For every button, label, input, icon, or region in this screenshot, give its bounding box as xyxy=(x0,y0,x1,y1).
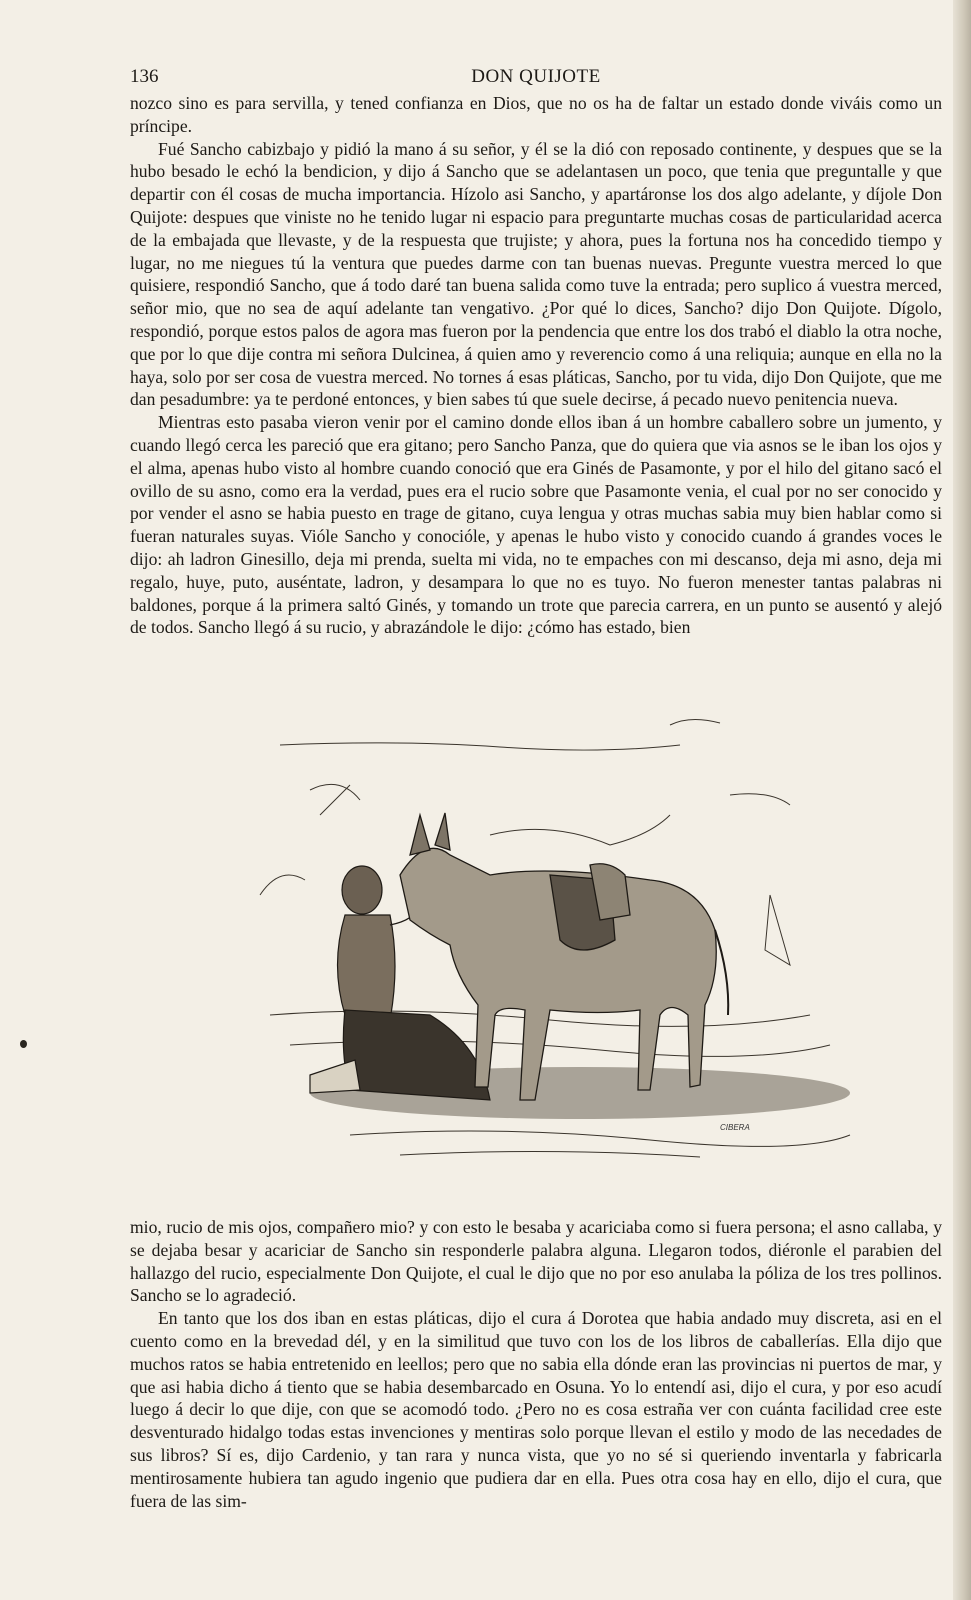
ink-spot xyxy=(20,1040,27,1048)
text-block-top xyxy=(130,92,942,639)
running-title: DON QUIJOTE xyxy=(471,66,601,87)
text-block-bottom xyxy=(130,1216,942,1512)
paragraph: Fué Sancho cabizbajo y pidió la mano á su señor, y él se la dió con reposado continente, y despues que se la hubo besado le echó la bendicion, y dijo á Sancho que se adelantasen un poco, que tenia que preguntalle y que departir con él cosas de mucha importancia. Hízolo asi Sancho, y apartáronse los dos algo adelante, y díjole Don Quijote: despues que viniste no he tenido lugar ni espacio para preguntarte muchas cosas de particularidad acerca de la embajada que llevaste, y de la respuesta que trujiste; y ahora, pues la fortuna nos ha concedido tiempo y lugar, no me niegues tú la ventura que puedes darme con tan buenas nuevas. Pregunte vuestra merced lo que quisiere, respondió Sancho, que á todo daré tan buena salida como tuve la entrada; pero suplico á vuestra merced, señor mio, que no sea de aquí adelante tan vengativo. ¿Por qué lo dices, Sancho? dijo Don Quijote. Dígolo, respondió, porque estos palos de agora mas fueron por la pendencia que entre los dos trabó el diablo la otra noche, que por lo que dije contra mi señora Dulcinea, á quien amo y reverencio como á una reliquia; aunque en ella no la haya, solo por ser cosa de vuestra merced. No tornes á esas pláticas, Sancho, por tu vida, dijo Don Quijote, que me dan pesadumbre: ya te perdoné entonces, y bien sabes tú que suele decirse, á pecado nuevo penitencia nueva. xyxy=(130,138,942,410)
page-number: 136 xyxy=(130,66,159,87)
paragraph: mio, rucio de mis ojos, compañero mio? y con esto le besaba y acariciaba como si fuera persona; el asno callaba, y se dejaba besar y acariciar de Sancho sin responderle palabra alguna. Llegaron todos, diéronle el parabien del hallazgo del rucio, especialmente Don Quijote, el cual le dijo que no por eso anulaba la póliza de los tres pollinos. Sancho se lo agradeció. xyxy=(130,1217,942,1306)
page-edge xyxy=(953,0,971,1600)
page-header xyxy=(130,66,942,92)
paragraph: Mientras esto pasaba vieron venir por el camino donde ellos iban á un hombre caballero sobre un jumento, y cuando llegó cerca les pareció que era gitano; pero Sancho Panza, que do quiera que via asnos se le iban los ojos y el alma, apenas hubo visto al hombre cuando conoció que era Ginés de Pasamonte, y por el hilo del gitano sacó el ovillo de su asno, como era la verdad, pues era el rucio sobre que Pasamonte venia, el cual por no ser conocido y por vender el asno se habia puesto en trage de gitano, cuya lengua y otras muchas sabia muy bien hablar como si fueran naturales suyas. Vióle Sancho y conocióle, y apenas le hubo visto y conocido cuando á grandes voces le dijo: ah ladron Ginesillo, deja mi prenda, suelta mi vida, no te empaches con mi descanso, deja mi asno, deja mi regalo, huye, puto, auséntate, ladron, y desampara lo que no es tuyo. No fueron menester tantas palabras ni baldones, porque á la primera saltó Ginés, y tomando un trote que parecia carrera, en un punto se ausentó y alejó de todos. Sancho llegó á su rucio, y abrazándole le dijo: ¿cómo has estado, bien xyxy=(130,412,942,638)
engraver-signature: CIBERA xyxy=(720,1123,750,1132)
paragraph: En tanto que los dos iban en estas pláticas, dijo el cura á Dorotea que habia andado muy discreta, asi en el cuento como en la brevedad dél, y en la similitud que tuvo con los de los libros de caballerías. Ella dijo que muchos ratos se habia entretenido en leellos; pero que no sabia ella dónde eran las provincias ni puertos de mar, y que asi habia dicho á tiento que se habia desembarcado en Osuna. Yo lo entendí asi, dijo el cura, y por eso acudí luego á decir lo que dije, con que se acomodó todo. ¿Pero no es cosa estraña ver con cuánta facilidad cree este desventurado hidalgo todas estas invenciones y mentiras solo porque llevan el estilo y modo de las necedades de sus libros? Sí es, dijo Cardenio, y tan rara y nunca vista, que yo no sé si queriendo inventarla y fabricarla mentirosamente hubiera tan agudo ingenio que pudiera dar en ella. Pues otra cosa hay en ello, dijo el cura, que fuera de las sim- xyxy=(130,1308,942,1511)
engraving-sancho-embracing-donkey xyxy=(250,715,860,1195)
paragraph: nozco sino es para servilla, y tened confianza en Dios, que no os ha de faltar un estado donde viváis como un príncipe. xyxy=(130,93,942,136)
